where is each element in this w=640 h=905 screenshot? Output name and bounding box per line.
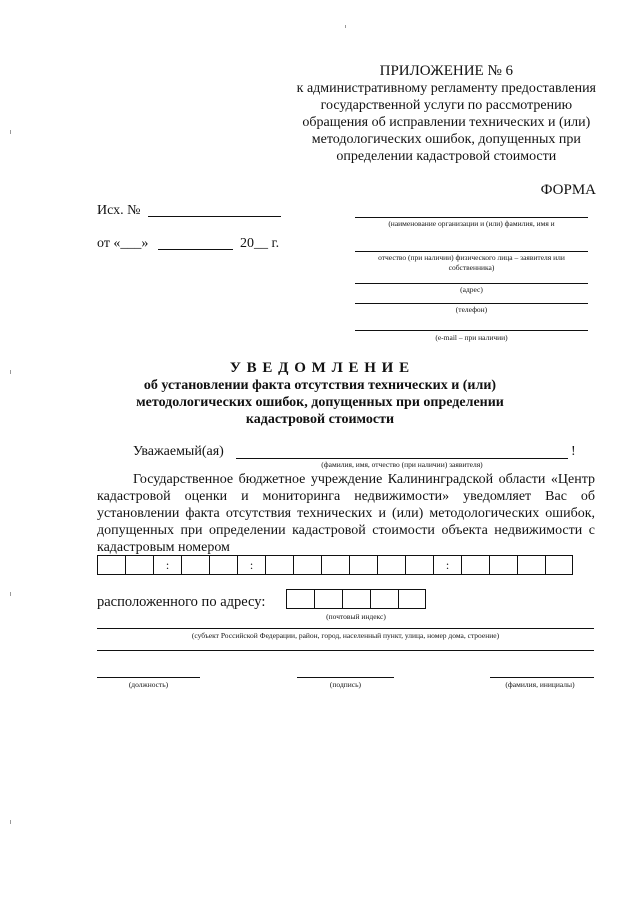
notice-subtitle-line: об установлении факта отсутствия технических и (или) xyxy=(143,378,497,393)
name-field[interactable] xyxy=(490,677,594,678)
cadastral-cell[interactable] xyxy=(97,555,125,575)
appendix-line: определении кадастровой стоимости xyxy=(336,149,557,164)
recipient-org-hint: (наименование организации и (или) фамилия, имя и xyxy=(388,219,555,228)
salutation-name-field[interactable] xyxy=(236,458,568,459)
cadastral-cell[interactable] xyxy=(545,555,573,575)
postal-code-cells xyxy=(286,589,426,609)
recipient-email-field[interactable] xyxy=(355,330,588,331)
signature-hint: (подпись) xyxy=(329,680,362,689)
cadastral-number-cells xyxy=(97,555,573,575)
scan-mark xyxy=(10,130,11,134)
cadastral-cell[interactable] xyxy=(349,555,377,575)
cadastral-cell[interactable] xyxy=(517,555,545,575)
postal-cell[interactable] xyxy=(286,589,314,609)
recipient-phone-field[interactable] xyxy=(355,303,588,304)
cadastral-cell[interactable] xyxy=(489,555,517,575)
postal-cell[interactable] xyxy=(314,589,342,609)
recipient-org-field[interactable] xyxy=(355,217,588,218)
name-hint: (фамилия, инициалы) xyxy=(505,680,575,689)
body-text: Государственное бюджетное учреждение Калининградской области «Центр кадастровой оценки и мониторинга недвижимости» уведомляет Вас об установлении факта отсутствия технических и (или) методологических ошибок, допущенных при определении кадастровой стоимости объекта недвижимости с кадастровым номером xyxy=(97,472,595,555)
appendix-line: методологических ошибок, допущенных при xyxy=(311,132,581,147)
cadastral-cell[interactable] xyxy=(461,555,489,575)
salutation-hint: (фамилия, имя, отчество (при наличии) заявителя) xyxy=(321,460,483,469)
postal-code-hint: (почтовый индекс) xyxy=(326,612,386,621)
cadastral-cell[interactable] xyxy=(293,555,321,575)
recipient-patronymic-hint-2: собственника) xyxy=(448,263,495,272)
address-label: расположенного по адресу: xyxy=(97,594,266,610)
address-line-field[interactable] xyxy=(97,628,594,629)
appendix-header xyxy=(297,63,596,165)
signature-field[interactable] xyxy=(297,677,394,678)
cadastral-cell[interactable] xyxy=(209,555,237,575)
notice-subtitle-line: методологических ошибок, допущенных при определении xyxy=(136,395,504,410)
scan-mark xyxy=(10,820,11,824)
recipient-address-field[interactable] xyxy=(355,283,588,284)
scan-mark xyxy=(10,370,11,374)
scan-mark xyxy=(10,592,11,596)
recipient-phone-hint: (телефон) xyxy=(455,305,488,314)
salutation-end: ! xyxy=(571,444,576,459)
address-line-field-2[interactable] xyxy=(97,650,594,651)
outgoing-number-label: Исх. № xyxy=(97,203,141,218)
cadastral-cell[interactable]: : xyxy=(237,555,265,575)
position-field[interactable] xyxy=(97,677,200,678)
postal-cell[interactable] xyxy=(342,589,370,609)
recipient-patronymic-field[interactable] xyxy=(355,251,588,252)
outgoing-date-month-field[interactable] xyxy=(158,249,233,250)
position-hint: (должность) xyxy=(128,680,169,689)
recipient-patronymic-hint-1: отчество (при наличии) физического лица – заявителя или xyxy=(378,253,565,262)
notice-title: У В Е Д О М Л Е Н И Е xyxy=(229,360,411,376)
recipient-address-hint: (адрес) xyxy=(460,285,483,294)
outgoing-number-field[interactable] xyxy=(148,216,281,217)
scan-mark xyxy=(345,25,346,28)
cadastral-cell[interactable] xyxy=(321,555,349,575)
appendix-title: ПРИЛОЖЕНИЕ № 6 xyxy=(379,63,514,79)
salutation-label: Уважаемый(ая) xyxy=(133,444,224,459)
address-line-hint: (субъект Российской Федерации, район, город, населенный пункт, улица, номер дома, строение) xyxy=(191,631,500,640)
outgoing-date-prefix: от «___» xyxy=(97,236,149,251)
recipient-email-hint: (e-mail – при наличии) xyxy=(435,333,508,342)
cadastral-cell[interactable] xyxy=(125,555,153,575)
postal-cell[interactable] xyxy=(398,589,426,609)
cadastral-cell[interactable] xyxy=(181,555,209,575)
appendix-line: к административному регламенту предоставления xyxy=(296,81,596,96)
cadastral-cell[interactable] xyxy=(377,555,405,575)
appendix-line: обращения об исправлении технических и (или) xyxy=(302,115,591,130)
notice-subtitle-line: кадастровой стоимости xyxy=(245,412,395,427)
cadastral-cell[interactable]: : xyxy=(153,555,181,575)
appendix-line: государственной услуги по рассмотрению xyxy=(320,98,573,113)
cadastral-cell[interactable] xyxy=(265,555,293,575)
form-label: ФОРМА xyxy=(540,182,596,198)
outgoing-date-year: 20__ г. xyxy=(240,236,280,251)
postal-cell[interactable] xyxy=(370,589,398,609)
cadastral-cell[interactable]: : xyxy=(433,555,461,575)
cadastral-cell[interactable] xyxy=(405,555,433,575)
